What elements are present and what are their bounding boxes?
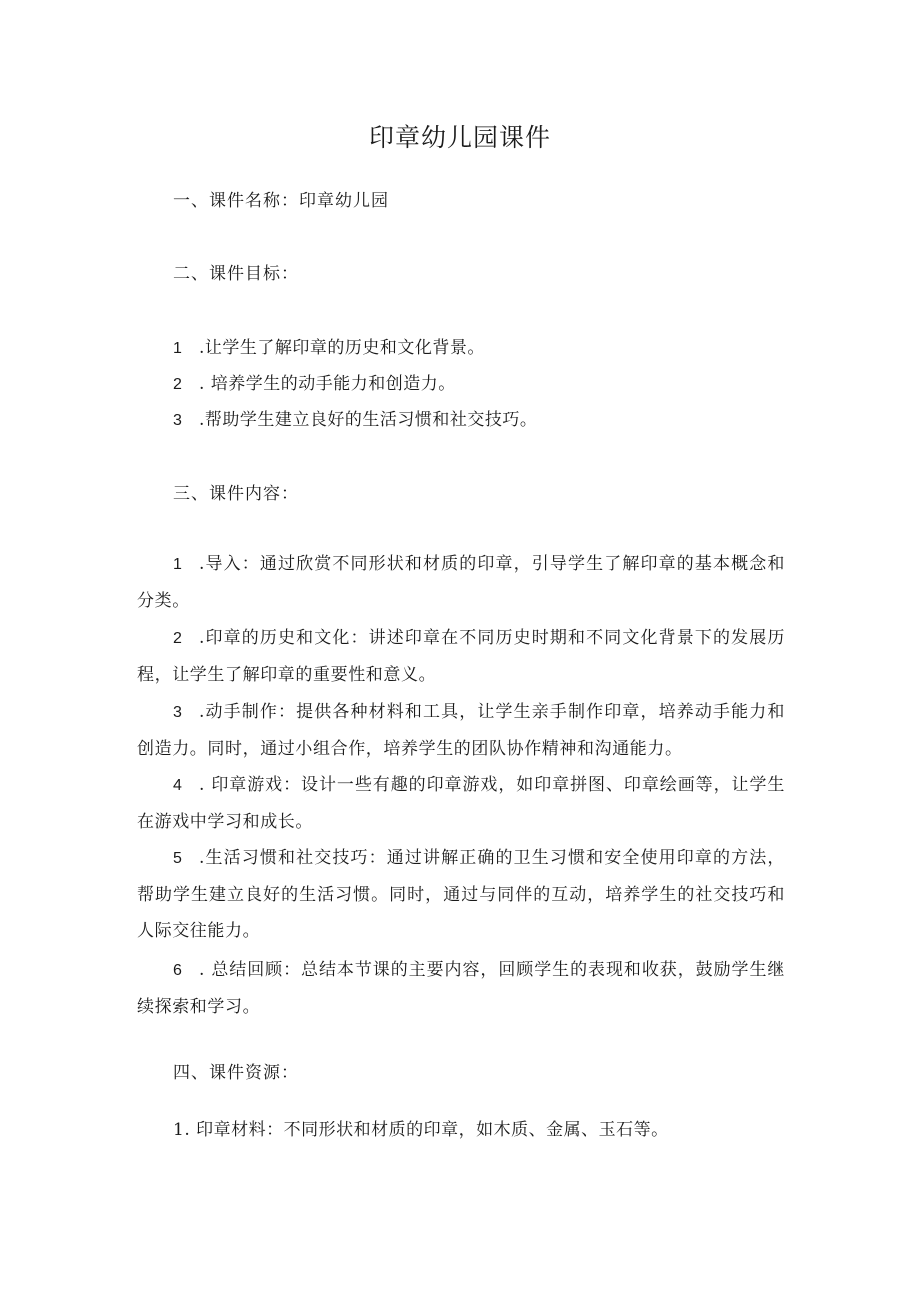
content-item-number: 5 (173, 850, 183, 867)
content-item-text: .印章的历史和文化：讲述印章在不同历史时期和不同文化背景下的发展历程，让学生了解印章的重要性和意义。 (137, 628, 785, 685)
resource-item: 1. 印章材料：不同形状和材质的印章，如木质、金属、玉石等。 (173, 1120, 669, 1140)
content-item-number: 4 (173, 777, 183, 794)
document-title: 印章幼儿园课件 (368, 123, 551, 152)
section-heading-goals: 二、课件目标： (173, 264, 299, 284)
section-heading-content: 三、课件内容： (173, 484, 299, 504)
goal-item-text: .让学生了解印章的历史和文化背景。 (199, 338, 485, 358)
content-paragraph (137, 952, 785, 1025)
section-heading-name: 一、课件名称：印章幼儿园 (173, 191, 389, 211)
content-paragraph (137, 767, 785, 840)
content-item-text: .动手制作：提供各种材料和工具，让学生亲手制作印章，培养动手能力和创造力。同时，通过小组合作，培养学生的团队协作精神和沟通能力。 (137, 702, 785, 759)
content-paragraph (137, 694, 785, 767)
content-paragraph (137, 546, 785, 619)
goal-item (173, 371, 788, 398)
content-item-text: .生活习惯和社交技巧：通过讲解正确的卫生习惯和安全使用印章的方法，帮助学生建立良好的生活习惯。同时，通过与同伴的互动，培养学生的社交技巧和人际交往能力。 (137, 848, 785, 941)
content-item-number: 3 (173, 704, 183, 721)
content-item-number: 2 (173, 630, 183, 647)
content-paragraph (137, 620, 785, 693)
goal-item-text: .帮助学生建立良好的生活习惯和社交技巧。 (199, 410, 538, 430)
content-item-number: 6 (173, 962, 183, 979)
content-item-text: . 总结回顾：总结本节课的主要内容，回顾学生的表现和收获，鼓励学生继续探索和学习。 (137, 960, 785, 1017)
section-heading-resources: 四、课件资源： (173, 1063, 299, 1083)
goal-item-number: 2 (173, 376, 183, 393)
goal-item (173, 335, 788, 362)
content-item-number: 1 (173, 556, 183, 573)
goal-item-number: 3 (173, 412, 183, 429)
content-item-text: .导入：通过欣赏不同形状和材质的印章，引导学生了解印章的基本概念和分类。 (137, 554, 785, 611)
goal-item-text: . 培养学生的动手能力和创造力。 (199, 374, 456, 394)
goal-item-number: 1 (173, 340, 183, 357)
goal-item (173, 407, 788, 434)
content-item-text: . 印章游戏：设计一些有趣的印章游戏，如印章拼图、印章绘画等，让学生在游戏中学习和成长。 (137, 775, 785, 832)
content-paragraph (137, 840, 785, 949)
